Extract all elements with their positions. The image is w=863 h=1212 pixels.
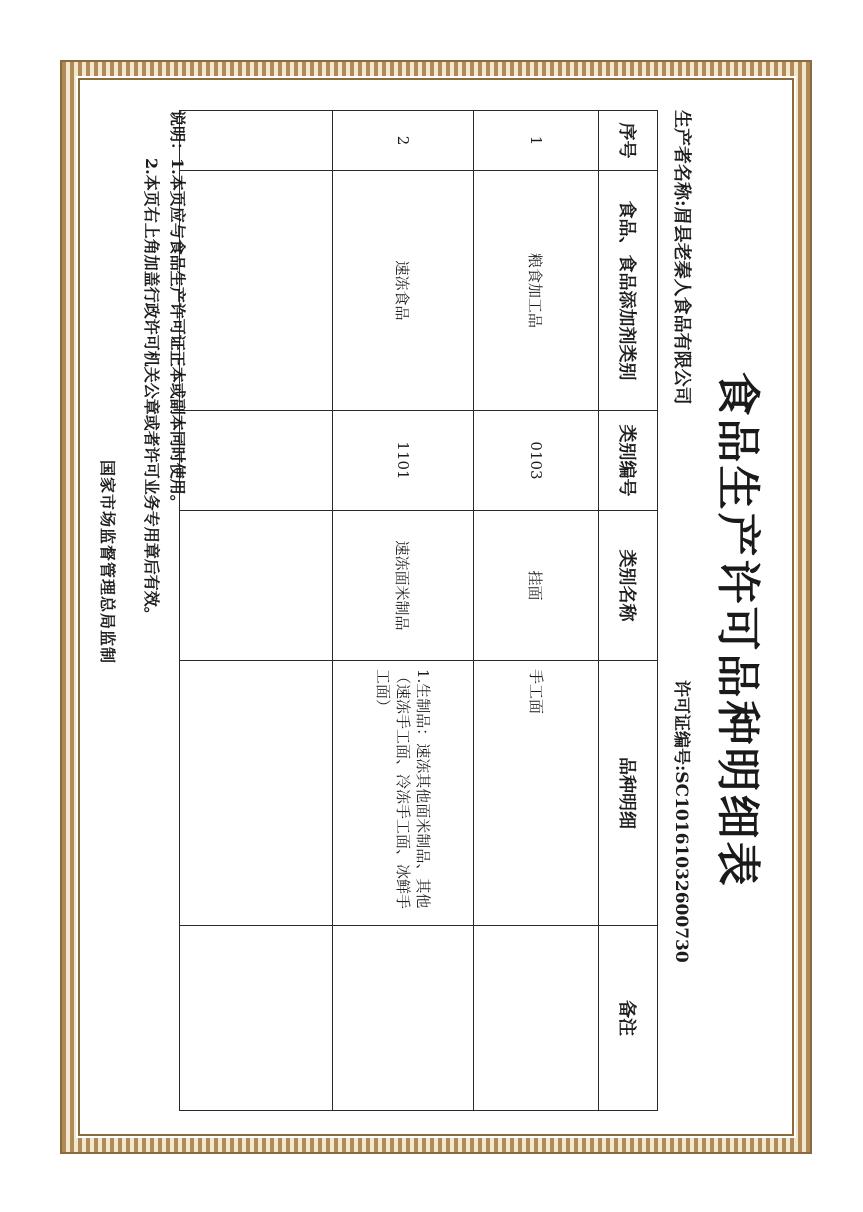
- document-title: 食品生产许可品种明细表: [712, 371, 763, 889]
- cell-category: 速冻食品: [333, 171, 474, 411]
- table-row: [180, 111, 333, 1111]
- cell-seq: [180, 111, 333, 171]
- cell-remark: [333, 926, 474, 1111]
- cell-name: 速冻面米制品: [333, 511, 474, 661]
- cell-code: 0103: [474, 411, 599, 511]
- cell-name: [180, 511, 333, 661]
- header-detail: 品种明细: [599, 661, 658, 926]
- license-label: 许可证编号:: [671, 680, 691, 772]
- cell-seq: 1: [474, 111, 599, 171]
- header-code: 类别编号: [599, 411, 658, 511]
- product-detail-table: [179, 110, 658, 1111]
- cell-detail: 1.生制品：速冻其他面米制品、其他（速冻手工面、冷冻手工面、冰鲜手工面）: [333, 661, 474, 926]
- cell-name: 挂面: [474, 511, 599, 661]
- cell-code: [180, 411, 333, 511]
- note-item: [164, 110, 190, 623]
- table-header-row: [599, 111, 658, 1111]
- issuer-footer: 国家市场监督管理总局监制: [98, 460, 117, 665]
- rotated-page: [80, 80, 800, 1140]
- notes-label: 说明：: [168, 110, 187, 159]
- cell-category: [180, 171, 333, 411]
- producer-name: 眉县老秦人食品有限公司: [671, 206, 692, 405]
- cell-detail: [180, 661, 333, 926]
- note-item: [139, 110, 165, 623]
- license-number: SC10161032600730: [671, 771, 691, 963]
- cell-code: 1101: [333, 411, 474, 511]
- cell-seq: 2: [333, 111, 474, 171]
- table-row: [474, 111, 599, 1111]
- cell-detail: 手工面: [474, 661, 599, 926]
- notes-block: [139, 110, 190, 623]
- table-row: [333, 111, 474, 1111]
- producer-line: [670, 110, 696, 405]
- header-seq: 序号: [599, 111, 658, 171]
- producer-label: 生产者名称:: [671, 110, 692, 207]
- note-text: 2.本页右上角加盖行政许可机关公章或者许可业务专用章后有效。: [142, 158, 162, 623]
- cell-category: 粮食加工品: [474, 171, 599, 411]
- header-name: 类别名称: [599, 511, 658, 661]
- note-text: 1.本页应与食品生产许可证正本或副本同时使用。: [168, 158, 187, 511]
- header-remark: 备注: [599, 926, 658, 1111]
- header-category: 食品、食品添加剂类别: [599, 171, 658, 411]
- cell-remark: [180, 926, 333, 1111]
- cell-remark: [474, 926, 599, 1111]
- license-line: [671, 680, 696, 963]
